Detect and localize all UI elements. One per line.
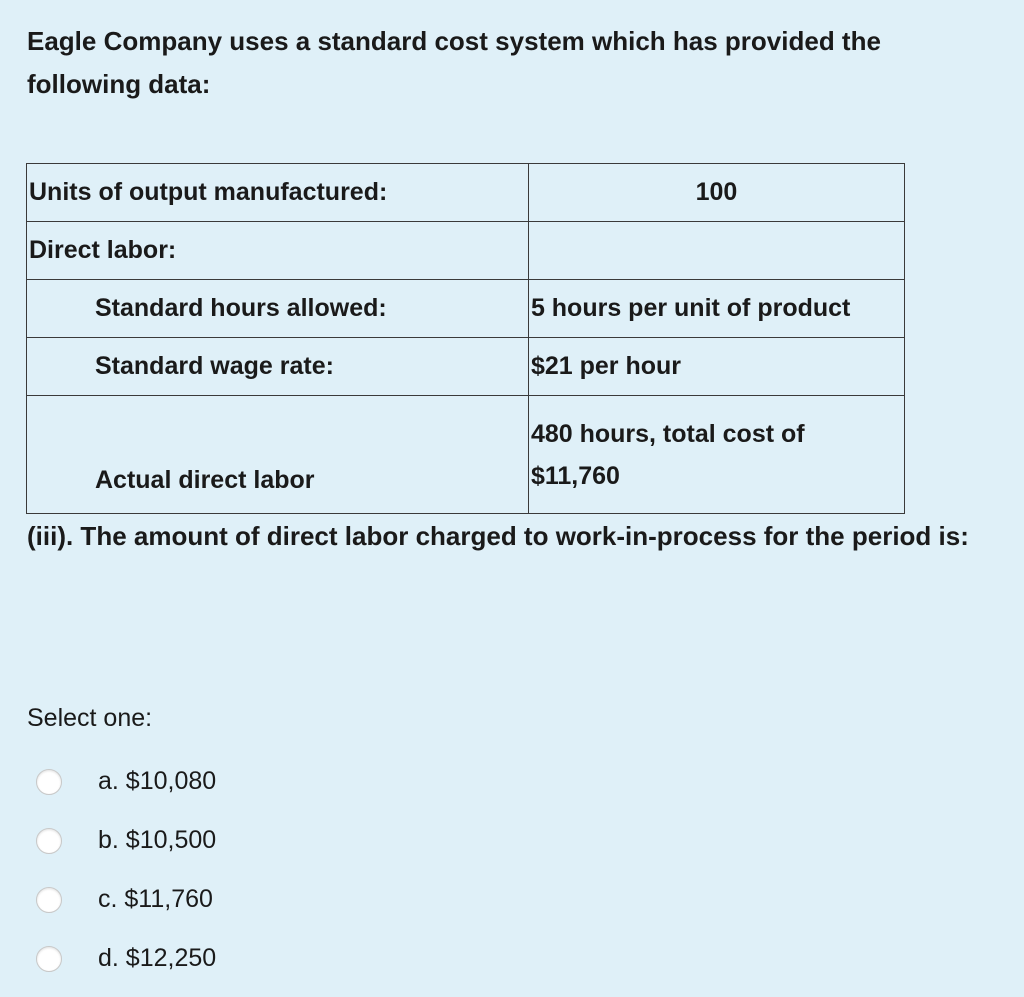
answer-options bbox=[36, 752, 216, 988]
option-label[interactable]: a. $10,080 bbox=[98, 767, 217, 795]
row-value bbox=[528, 222, 904, 280]
row-label: Standard wage rate: bbox=[27, 338, 529, 396]
option-a[interactable] bbox=[36, 752, 216, 811]
option-b[interactable] bbox=[36, 811, 216, 870]
table-row bbox=[27, 164, 905, 222]
row-value: 100 bbox=[528, 164, 904, 222]
option-label[interactable]: c. $11,760 bbox=[98, 885, 213, 913]
row-value-line: 480 hours, total cost of bbox=[530, 419, 805, 448]
radio-button-icon[interactable] bbox=[36, 828, 62, 854]
radio-button-icon[interactable] bbox=[36, 887, 62, 913]
question-text: (iii). The amount of direct labor charged to work-in-process for the period is: bbox=[27, 521, 969, 551]
intro-text: Eagle Company uses a standard cost system which has provided the following data: bbox=[27, 26, 881, 99]
row-label: Direct labor: bbox=[27, 222, 529, 280]
table-row bbox=[27, 280, 905, 338]
radio-button-icon[interactable] bbox=[36, 946, 62, 972]
option-d[interactable] bbox=[36, 929, 216, 988]
row-value: $21 per hour bbox=[528, 338, 904, 396]
table-row bbox=[27, 396, 905, 514]
row-label: Units of output manufactured: bbox=[27, 164, 529, 222]
row-value-line: $11,760 bbox=[530, 461, 620, 490]
option-label[interactable]: b. $10,500 bbox=[98, 826, 217, 854]
row-value: 5 hours per unit of product bbox=[528, 280, 904, 338]
table-row bbox=[27, 338, 905, 396]
option-c[interactable] bbox=[36, 870, 216, 929]
row-value bbox=[528, 396, 904, 514]
row-label: Actual direct labor bbox=[27, 396, 529, 514]
option-label[interactable]: d. $12,250 bbox=[98, 944, 217, 972]
table-row bbox=[27, 222, 905, 280]
row-label: Standard hours allowed: bbox=[27, 280, 529, 338]
select-one-label: Select one: bbox=[27, 704, 153, 732]
radio-button-icon[interactable] bbox=[36, 769, 62, 795]
data-table bbox=[26, 163, 905, 514]
